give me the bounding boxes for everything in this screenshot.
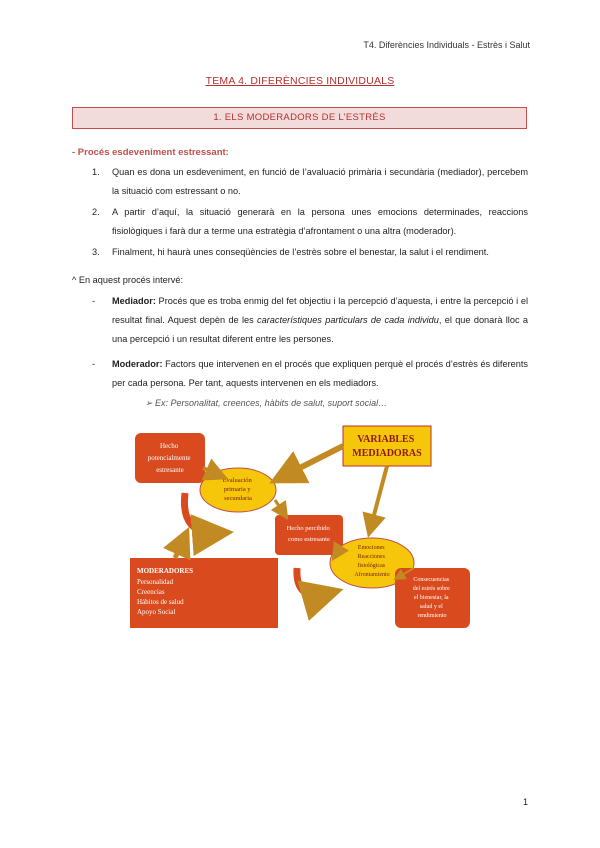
list-text: Quan es dona un esdeveniment, en funció de l’avaluació primària i secundària (mediador), percebem la situació com estressant o no. <box>112 167 528 196</box>
page-number: 1 <box>522 797 528 807</box>
list-number: 3. <box>92 247 100 257</box>
svg-text:Emociones Reacciones f: Emociones Reacciones fisiológicas Afrontamiento <box>354 545 390 578</box>
arrow-variables-to-emociones <box>370 466 387 530</box>
svg-text:Hecho potencialmente e: Hecho potencialmente estresante <box>147 442 191 474</box>
svg-text:VARIABLES MEDIADORAS: VARIABLES MEDIADORAS <box>352 434 422 459</box>
subheading: - Procés esdeveniment estressant: <box>72 147 229 158</box>
section-heading: 1. ELS MODERADORS DE L’ESTRÈS <box>72 107 527 129</box>
example-text: ➢ Ex: Personalitat, creences, hàbits de salut, suport social… <box>145 398 388 408</box>
list-number: 2. <box>92 207 100 217</box>
arrow-moderadores-up <box>175 536 185 558</box>
term-mediador: Mediador: <box>112 296 156 306</box>
curved-arrow-right <box>297 568 330 595</box>
list-item: - Mediador: Procés que es troba enmig del fet objectiu i la percepció d’aquesta, i entre la percepció i el resultat final. Aquest depèn de les característiques particulars de cada individu, el que donarà lloc a una percepció i un resultat diferent entre les persones. <box>92 296 528 344</box>
page-title: TEMA 4. DIFERÈNCIES INDIVIDUALS <box>205 75 395 87</box>
list-text: A partir d’aquí, la situació generarà en la persona unes emocions determinades, reaccions fisiològiques i farà dur a terme una estratègia d’afrontament o una altra (moderador). <box>112 207 528 236</box>
list-text: Finalment, hi haurà unes conseqüències de l’estrès sobre el benestar, la salut i el rendiment. <box>112 247 489 257</box>
list-item <box>92 203 528 241</box>
intro-text: ^ En aquest procés intervé: <box>72 275 184 285</box>
arrow-variables-to-evaluacion <box>280 446 343 478</box>
stress-process-diagram <box>125 418 480 633</box>
arrow-evaluacion-to-percibido <box>275 500 285 515</box>
list-number: 1. <box>92 167 100 177</box>
svg-text:Consecuencias del estrés s: Consecuencias del estrés sobre el bienestar, la salud y el rendimiento <box>412 577 450 619</box>
svg-text:MODERADORES Personalidad: MODERADORES Personalidad Creencias Hábitos de salud Apoyo Social <box>137 567 194 616</box>
list-item <box>92 243 528 262</box>
svg-text:Hecho percibido como estre: Hecho percibido como estresante <box>286 525 330 543</box>
svg-text:Evaluación primaria y: Evaluación primaria y secundaria <box>222 477 252 502</box>
list-item: - Moderador: Factors que intervenen en el procés que expliquen perquè el procés d’estrès és diferents per cada persona. Per tant, aquests intervenen en els mediadors. <box>92 359 528 388</box>
page-header: T4. Diferències Individuals - Estrès i Salut <box>363 40 530 50</box>
box-variables-mediadoras <box>343 426 431 466</box>
term-moderador: Moderador: <box>112 359 163 369</box>
box-hecho-percibido <box>275 515 343 555</box>
list-item <box>92 163 528 201</box>
emphasis: característiques particulars de cada individu <box>257 315 439 325</box>
